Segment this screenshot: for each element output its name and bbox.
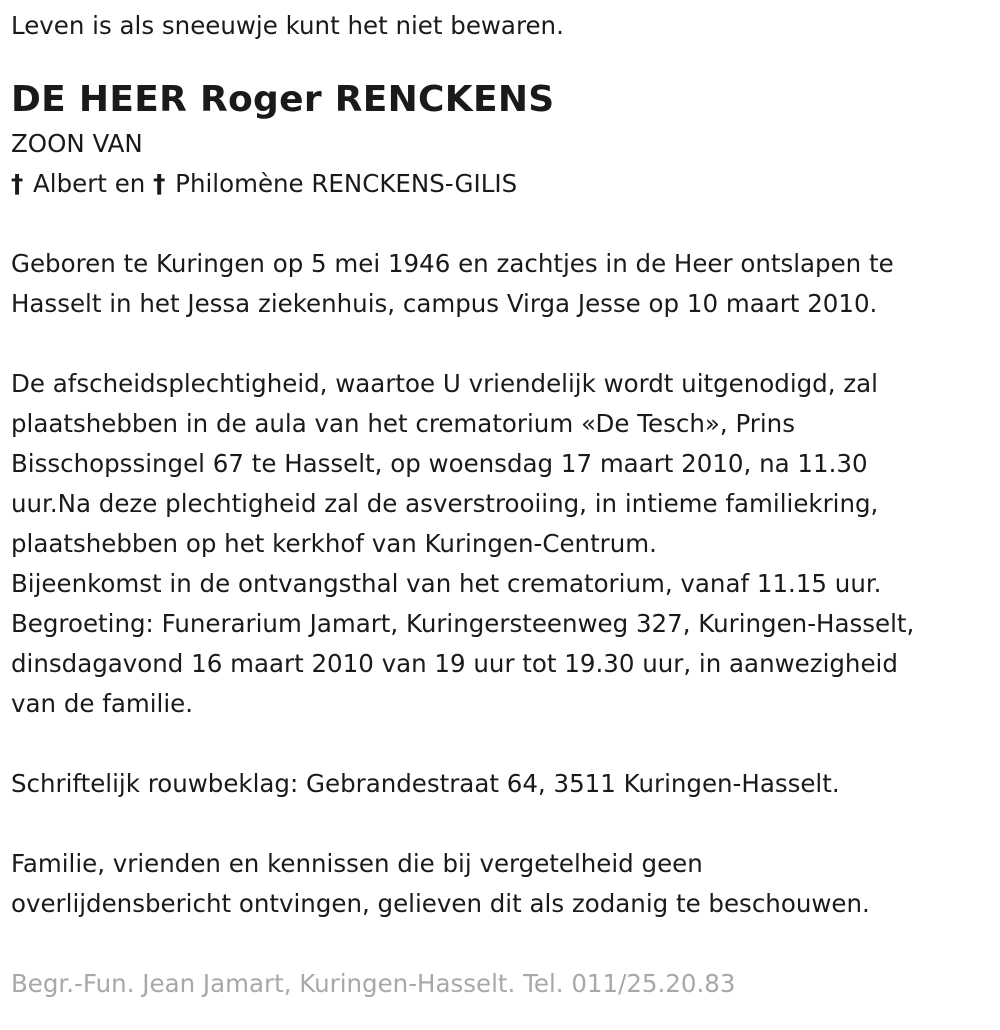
birth-death-paragraph [11,244,993,324]
parents-conjunction: en [114,169,146,198]
text-line: plaatshebben in de aula van het crematorium «De Tesch», Prins [11,409,795,438]
notice-paragraph [11,844,993,924]
spacer [11,324,993,364]
cross-icon: † [11,169,24,198]
text-line: uur.Na deze plechtigheid zal de asverstrooiing, in intieme familiekring, [11,489,879,518]
relation-label: ZOON VAN [11,129,143,158]
spacer [11,804,993,844]
deceased-name: DE HEER Roger RENCKENS [11,79,555,120]
text-line: De afscheidsplechtigheid, waartoe U vriendelijk wordt uitgenodigd, zal [11,369,878,398]
parents-line [11,164,993,204]
funeral-home-footer: Begr.-Fun. Jean Jamart, Kuringen-Hasselt. Tel. 011/25.20.83 [11,969,736,998]
text-line: Begroeting: Funerarium Jamart, Kuringersteenweg 327, Kuringen-Hasselt, [11,609,915,638]
obituary-notice [11,6,993,1004]
text-line: Hasselt in het Jessa ziekenhuis, campus Virga Jesse op 10 maart 2010. [11,289,878,318]
spacer [11,924,993,964]
text-line: plaatshebben op het kerkhof van Kuringen-Centrum. [11,529,657,558]
spacer [11,724,993,764]
text-line: van de familie. [11,689,194,718]
ceremony-paragraph [11,364,993,724]
text-line: Geboren te Kuringen op 5 mei 1946 en zachtjes in de Heer ontslapen te [11,249,894,278]
parent-1: Albert [33,169,107,198]
text-line: Bijeenkomst in de ontvangsthal van het crematorium, vanaf 11.15 uur. [11,569,882,598]
motto: Leven is als sneeuwje kunt het niet bewaren. [11,11,564,40]
text-line: overlijdensbericht ontvingen, gelieven dit als zodanig te beschouwen. [11,889,870,918]
text-line: Familie, vrienden en kennissen die bij vergetelheid geen [11,849,703,878]
condolence-address: Schriftelijk rouwbeklag: Gebrandestraat 64, 3511 Kuringen-Hasselt. [11,769,840,798]
spacer [11,204,993,244]
cross-icon: † [153,169,166,198]
text-line: dinsdagavond 16 maart 2010 van 19 uur tot 19.30 uur, in aanwezigheid [11,649,898,678]
text-line: Bisschopssingel 67 te Hasselt, op woensdag 17 maart 2010, na 11.30 [11,449,868,478]
parent-2: Philomène RENCKENS-GILIS [175,169,518,198]
